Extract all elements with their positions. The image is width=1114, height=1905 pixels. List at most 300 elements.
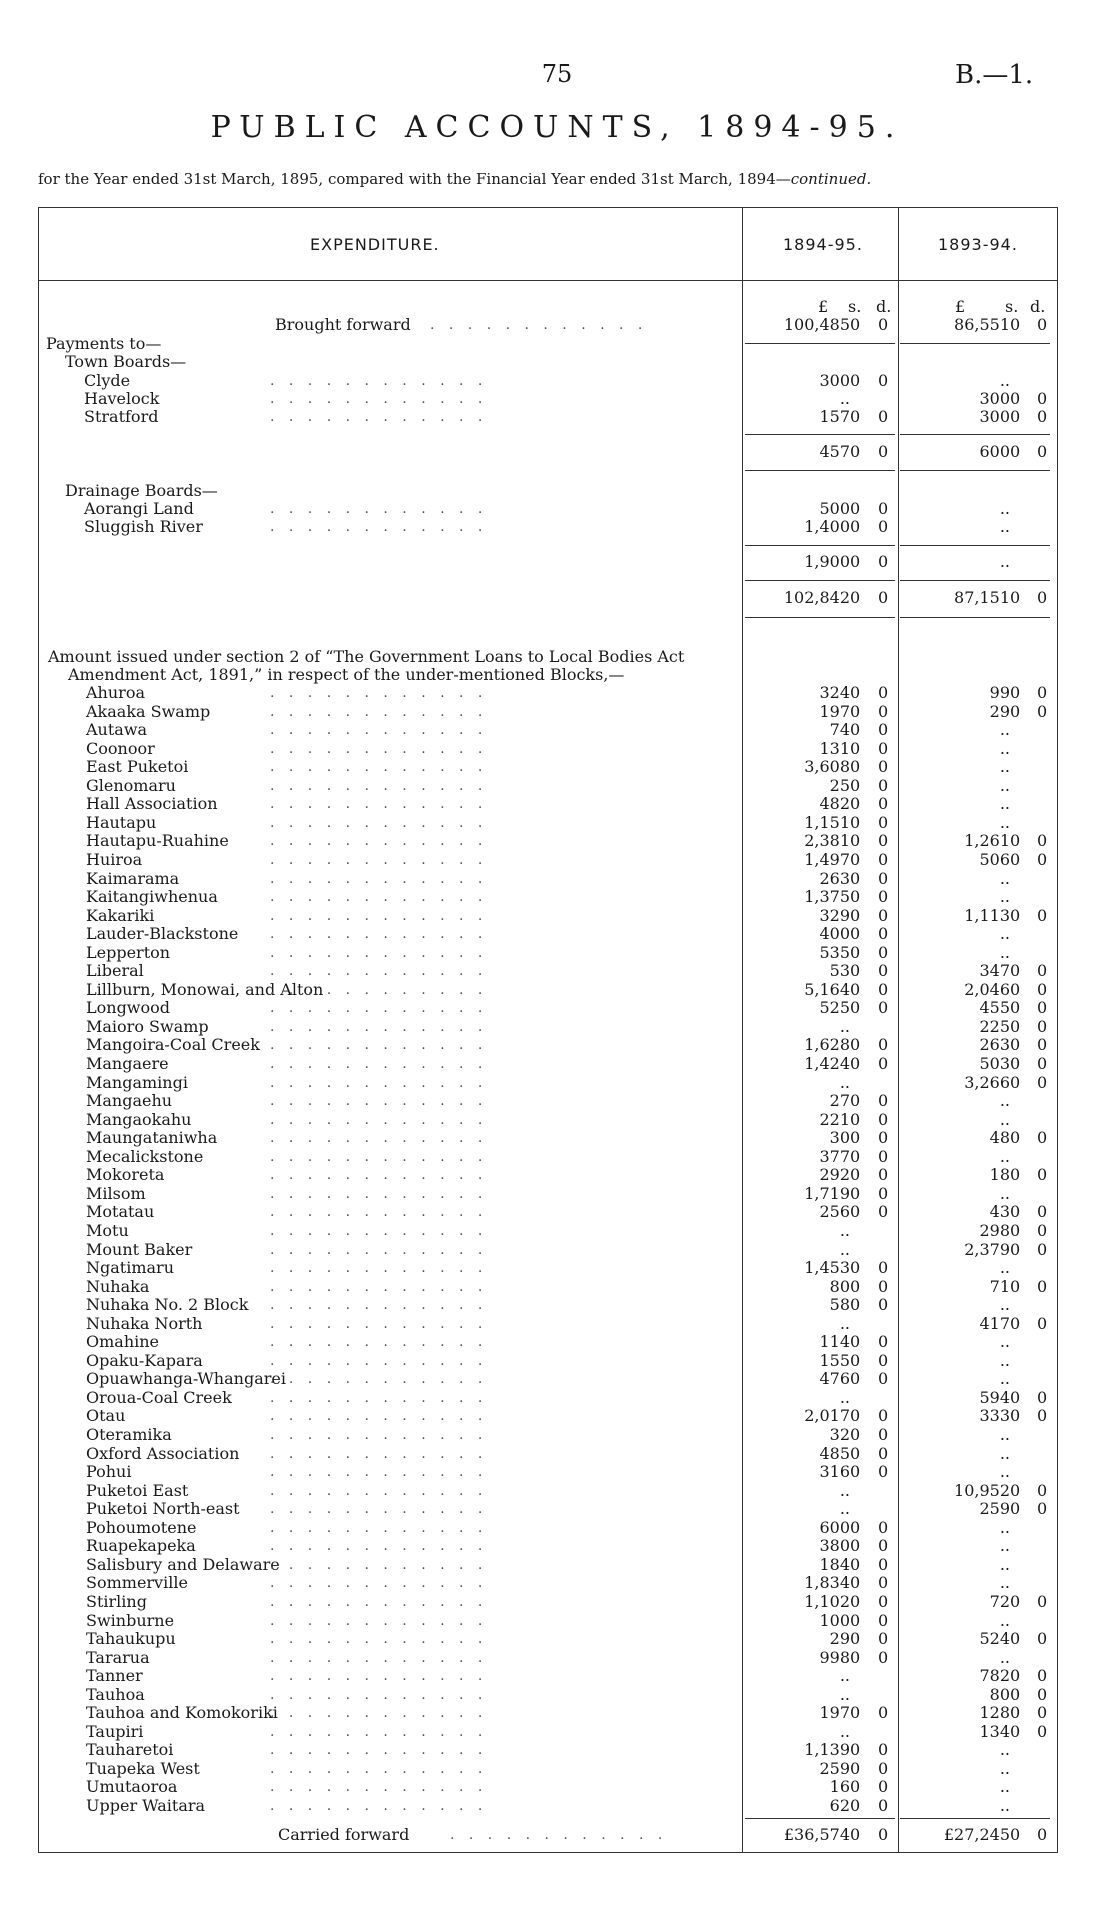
block-amount-1894: .. — [839, 1017, 850, 1036]
block-name: Huiroa — [86, 850, 143, 869]
block-amount-1894: 16 — [829, 1777, 850, 1796]
town-board-s-1893: 0 — [1010, 389, 1021, 408]
carried-forward-d-1893: 0 — [1037, 1825, 1048, 1844]
town-total-s-1893: 0 — [1010, 442, 1021, 461]
block-d-1894: 0 — [878, 961, 889, 980]
block-d-1894: 0 — [878, 1444, 889, 1463]
unit-d-2: d. — [1030, 297, 1046, 316]
block-amount-1894: 1,424 — [804, 1054, 850, 1073]
dot-leader: . . . . . . . . . . . . — [270, 1093, 488, 1109]
block-amount-1893: .. — [999, 1258, 1010, 1277]
drainage-board-amount-1894: 500 — [819, 499, 850, 518]
brought-forward-s-1893: 0 — [1010, 315, 1021, 334]
block-d-1894: 0 — [878, 1351, 889, 1370]
town-total-amount-1893: 600 — [979, 442, 1010, 461]
dot-leader: . . . . . . . . . . . . — [270, 1613, 488, 1629]
block-name: Oxford Association — [86, 1444, 240, 1463]
block-amount-1893: .. — [999, 739, 1010, 758]
block-s-1894: 0 — [850, 1351, 861, 1370]
block-s-1894: 0 — [850, 1258, 861, 1277]
block-s-1893: 0 — [1010, 980, 1021, 999]
town-board-d-1893: 0 — [1037, 407, 1048, 426]
dot-leader: . . . . . . . . . . . . — [270, 1594, 488, 1610]
block-d-1894: 0 — [878, 1462, 889, 1481]
block-name: Autawa — [86, 720, 148, 739]
block-amount-1893: .. — [999, 1091, 1010, 1110]
dot-leader: . . . . . . . . . . . . — [270, 1631, 488, 1647]
block-amount-1894: 197 — [819, 702, 850, 721]
block-name: Mount Baker — [86, 1240, 193, 1259]
block-d-1893: 0 — [1037, 1592, 1048, 1611]
block-amount-1893: 18 — [989, 1165, 1010, 1184]
drainage-board-s-1894: 0 — [850, 517, 861, 536]
dot-leader: . . . . . . . . . . . . — [270, 373, 488, 389]
block-s-1894: 0 — [850, 1629, 861, 1648]
block-s-1894: 0 — [850, 998, 861, 1017]
block-name: Mangaehu — [86, 1091, 173, 1110]
dot-leader: . . . . . . . . . . . . — [270, 1779, 488, 1795]
subtotal-s-1893: 0 — [1010, 588, 1021, 607]
block-amount-1893: 3,266 — [964, 1073, 1010, 1092]
drainage-total-amount-1893: .. — [999, 552, 1010, 571]
block-d-1894: 0 — [878, 1629, 889, 1648]
block-amount-1894: 377 — [819, 1147, 850, 1166]
block-amount-1893: 506 — [979, 850, 1010, 869]
block-s-1893: 0 — [1010, 850, 1021, 869]
town-board-name: Havelock — [84, 389, 160, 408]
dot-leader: . . . . . . . . . . . . — [270, 1464, 488, 1480]
dot-leader: . . . . . . . . . . . . — [270, 1242, 488, 1258]
town-board-amount-1894: 300 — [819, 371, 850, 390]
block-d-1894: 0 — [878, 720, 889, 739]
town-board-name: Stratford — [84, 407, 159, 426]
carried-forward-d-1894: 0 — [878, 1825, 889, 1844]
drainage-board-d-1894: 0 — [878, 499, 889, 518]
block-d-1893: 0 — [1037, 831, 1048, 850]
dot-leader: . . . . . . . . . . . . — [270, 871, 488, 887]
block-d-1893: 0 — [1037, 1017, 1048, 1036]
block-amount-1893: 333 — [979, 1406, 1010, 1425]
block-amount-1894: 1,151 — [804, 813, 850, 832]
block-amount-1893: .. — [999, 943, 1010, 962]
block-s-1894: 0 — [850, 1796, 861, 1815]
block-d-1893: 0 — [1037, 1277, 1048, 1296]
block-name: Lauder-Blackstone — [86, 924, 239, 943]
block-amount-1894: .. — [839, 1314, 850, 1333]
block-s-1894: 0 — [850, 943, 861, 962]
block-name: Oteramika — [86, 1425, 172, 1444]
block-d-1893: 0 — [1037, 850, 1048, 869]
dot-leader: . . . . . . . . . . . . — [270, 1705, 488, 1721]
block-d-1893: 0 — [1037, 702, 1048, 721]
block-name: Oroua-Coal Creek — [86, 1388, 232, 1407]
subtitle-continued: continued. — [790, 170, 872, 188]
unit-s-2: s. — [1005, 297, 1019, 316]
drainage-board-name: Sluggish River — [84, 517, 203, 536]
block-d-1894: 0 — [878, 1369, 889, 1388]
block-name: Puketoi East — [86, 1481, 189, 1500]
block-name: Lepperton — [86, 943, 171, 962]
town-board-d-1894: 0 — [878, 371, 889, 390]
carried-forward-s-1893: 0 — [1010, 1825, 1021, 1844]
dot-leader: . . . . . . . . . . . . — [270, 1538, 488, 1554]
dot-leader: . . . . . . . . . . . . — [270, 945, 488, 961]
block-amount-1893: 2,379 — [964, 1240, 1010, 1259]
block-s-1893: 0 — [1010, 906, 1021, 925]
block-amount-1894: 100 — [819, 1611, 850, 1630]
block-amount-1893: .. — [999, 1740, 1010, 1759]
town-board-amount-1893: 300 — [979, 407, 1010, 426]
block-amount-1893: 134 — [979, 1722, 1010, 1741]
town-board-amount-1894: 157 — [819, 407, 850, 426]
block-name: Akaaka Swamp — [86, 702, 211, 721]
block-amount-1893: 263 — [979, 1035, 1010, 1054]
block-amount-1894: 600 — [819, 1518, 850, 1537]
dot-leader: . . . . . . . . . . . . — [270, 1650, 488, 1666]
block-d-1894: 0 — [878, 1035, 889, 1054]
block-amount-1893: 29 — [989, 702, 1010, 721]
block-d-1894: 0 — [878, 1258, 889, 1277]
block-name: Mokoreta — [86, 1165, 165, 1184]
block-amount-1894: 485 — [819, 1444, 850, 1463]
block-amount-1894: 316 — [819, 1462, 850, 1481]
loans-heading-line-2: Amendment Act, 1891,” in respect of the under-mentioned Blocks,— — [68, 665, 625, 684]
town-board-amount-1894: .. — [839, 389, 850, 408]
block-name: Nuhaka — [86, 1277, 150, 1296]
block-name: Taupiri — [86, 1722, 144, 1741]
block-amount-1893: .. — [999, 720, 1010, 739]
block-d-1894: 0 — [878, 1332, 889, 1351]
block-s-1893: 0 — [1010, 1073, 1021, 1092]
block-d-1894: 0 — [878, 831, 889, 850]
block-amount-1893: .. — [999, 1444, 1010, 1463]
block-d-1894: 0 — [878, 1611, 889, 1630]
block-amount-1893: .. — [999, 1295, 1010, 1314]
block-s-1893: 0 — [1010, 1202, 1021, 1221]
dot-leader: . . . . . . . . . . . . — [270, 741, 488, 757]
block-amount-1893: .. — [999, 869, 1010, 888]
dot-leader: . . . . . . . . . . . . — [270, 1149, 488, 1165]
subtotal-d-1893: 0 — [1037, 588, 1048, 607]
block-d-1894: 0 — [878, 998, 889, 1017]
block-s-1894: 0 — [850, 1740, 861, 1759]
block-amount-1894: 1,375 — [804, 887, 850, 906]
unit-d-1: d. — [876, 297, 892, 316]
block-s-1894: 0 — [850, 794, 861, 813]
block-name: Upper Waitara — [86, 1796, 206, 1815]
block-amount-1893: 10,952 — [954, 1481, 1010, 1500]
block-amount-1894: 3,608 — [804, 757, 850, 776]
block-amount-1894: 324 — [819, 683, 850, 702]
block-name: Glenomaru — [86, 776, 176, 795]
block-d-1894: 0 — [878, 906, 889, 925]
block-s-1894: 0 — [850, 1369, 861, 1388]
block-s-1894: 0 — [850, 1611, 861, 1630]
block-name: Umutaoroa — [86, 1777, 178, 1796]
drainage-board-s-1894: 0 — [850, 499, 861, 518]
block-name: Milsom — [86, 1184, 146, 1203]
block-s-1893: 0 — [1010, 702, 1021, 721]
block-d-1894: 0 — [878, 1091, 889, 1110]
block-d-1893: 0 — [1037, 1388, 1048, 1407]
unit-s-1: s. — [848, 297, 862, 316]
dot-leader: . . . . . . . . . . . . — [270, 1186, 488, 1202]
block-amount-1893: .. — [999, 887, 1010, 906]
block-s-1894: 0 — [850, 776, 861, 795]
block-amount-1894: 482 — [819, 794, 850, 813]
block-amount-1893: .. — [999, 1536, 1010, 1555]
block-amount-1894: 1,139 — [804, 1740, 850, 1759]
brought-forward-d-1894: 0 — [878, 315, 889, 334]
block-s-1894: 0 — [850, 1147, 861, 1166]
block-name: Maioro Swamp — [86, 1017, 209, 1036]
block-name: Sommerville — [86, 1573, 188, 1592]
block-name: Tauharetoi — [86, 1740, 174, 1759]
block-s-1893: 0 — [1010, 1481, 1021, 1500]
block-name: Opuawhanga-Whangarei — [86, 1369, 286, 1388]
block-amount-1893: .. — [999, 1425, 1010, 1444]
dot-leader: . . . . . . . . . . . . — [270, 1316, 488, 1332]
block-name: Pohoumotene — [86, 1518, 197, 1537]
block-amount-1893: .. — [999, 1462, 1010, 1481]
block-amount-1894: 29 — [829, 1629, 850, 1648]
block-s-1893: 0 — [1010, 1240, 1021, 1259]
block-name: Hautapu — [86, 813, 157, 832]
block-name: Otau — [86, 1406, 126, 1425]
dot-leader: . . . . . . . . . . . . — [270, 391, 488, 407]
brought-forward-s-1894: 0 — [850, 315, 861, 334]
block-d-1894: 0 — [878, 1648, 889, 1667]
block-d-1893: 0 — [1037, 1685, 1048, 1704]
town-board-name: Clyde — [84, 371, 131, 390]
block-d-1894: 0 — [878, 1054, 889, 1073]
block-d-1894: 0 — [878, 683, 889, 702]
block-amount-1894: 131 — [819, 739, 850, 758]
block-name: Mecalickstone — [86, 1147, 204, 1166]
dot-leader: . . . . . . . . . . . . — [270, 519, 488, 535]
block-d-1893: 0 — [1037, 1629, 1048, 1648]
block-amount-1893: 594 — [979, 1388, 1010, 1407]
block-amount-1894: 1,834 — [804, 1573, 850, 1592]
block-name: Longwood — [86, 998, 171, 1017]
block-s-1893: 0 — [1010, 1054, 1021, 1073]
block-amount-1894: 1,719 — [804, 1184, 850, 1203]
dot-leader: . . . . . . . . . . . . — [270, 982, 488, 998]
block-amount-1894: 114 — [819, 1332, 850, 1351]
block-amount-1893: 71 — [989, 1277, 1010, 1296]
block-amount-1893: .. — [999, 1555, 1010, 1574]
block-amount-1893: 1,261 — [964, 831, 1010, 850]
block-amount-1894: .. — [839, 1666, 850, 1685]
drainage-total-amount-1894: 1,900 — [804, 552, 850, 571]
block-amount-1893: 43 — [989, 1202, 1010, 1221]
dot-leader: . . . . . . . . . . . . — [270, 1687, 488, 1703]
block-amount-1894: 62 — [829, 1796, 850, 1815]
block-amount-1893: 48 — [989, 1128, 1010, 1147]
block-s-1893: 0 — [1010, 1722, 1021, 1741]
block-amount-1893: .. — [999, 1110, 1010, 1129]
drainage-board-amount-1893: .. — [999, 517, 1010, 536]
block-name: Kaitangiwhenua — [86, 887, 218, 906]
col-divider-2 — [898, 207, 899, 1852]
block-amount-1893: .. — [999, 1332, 1010, 1351]
block-amount-1894: 27 — [829, 1091, 850, 1110]
dot-leader: . . . . . . . . . . . . — [270, 815, 488, 831]
block-s-1894: 0 — [850, 1202, 861, 1221]
block-amount-1894: .. — [839, 1388, 850, 1407]
block-amount-1893: .. — [999, 757, 1010, 776]
block-s-1894: 0 — [850, 1054, 861, 1073]
block-d-1893: 0 — [1037, 1666, 1048, 1685]
block-s-1894: 0 — [850, 1128, 861, 1147]
block-name: Omahine — [86, 1332, 160, 1351]
block-amount-1893: 503 — [979, 1054, 1010, 1073]
dot-leader: . . . . . . . . . . . . — [270, 1204, 488, 1220]
header-col-1894: 1894-95. — [783, 235, 863, 254]
unit-pound-2: £ — [955, 297, 966, 316]
block-d-1894: 0 — [878, 702, 889, 721]
block-s-1893: 0 — [1010, 1017, 1021, 1036]
subtotal-s-1894: 0 — [850, 588, 861, 607]
block-s-1894: 0 — [850, 1759, 861, 1778]
block-name: Salisbury and Delaware — [86, 1555, 280, 1574]
block-d-1894: 0 — [878, 1555, 889, 1574]
block-d-1894: 0 — [878, 1759, 889, 1778]
block-s-1893: 0 — [1010, 1035, 1021, 1054]
block-s-1894: 0 — [850, 1295, 861, 1314]
block-amount-1894: 1,102 — [804, 1592, 850, 1611]
unit-pound-1: £ — [818, 297, 829, 316]
block-d-1893: 0 — [1037, 683, 1048, 702]
block-s-1894: 0 — [850, 980, 861, 999]
carried-forward-label: Carried forward — [278, 1825, 410, 1844]
block-amount-1893: .. — [999, 1573, 1010, 1592]
dot-leader: . . . . . . . . . . . . — [270, 908, 488, 924]
block-amount-1894: .. — [839, 1240, 850, 1259]
block-s-1894: 0 — [850, 1518, 861, 1537]
block-amount-1893: 782 — [979, 1666, 1010, 1685]
subtotal-amount-1894: 102,842 — [783, 588, 850, 607]
block-d-1893: 0 — [1037, 1406, 1048, 1425]
block-s-1893: 0 — [1010, 1666, 1021, 1685]
dot-leader: . . . . . . . . . . . . — [270, 1668, 488, 1684]
dot-leader: . . . . . . . . . . . . — [270, 1223, 488, 1239]
block-amount-1894: 58 — [829, 1295, 850, 1314]
header-rule — [38, 280, 1057, 281]
drainage-board-amount-1894: 1,400 — [804, 517, 850, 536]
block-amount-1894: 259 — [819, 1759, 850, 1778]
block-name: Puketoi North-east — [86, 1499, 240, 1518]
block-d-1893: 0 — [1037, 1481, 1048, 1500]
rule-subtotal-bottom-2 — [900, 617, 1050, 618]
block-amount-1893: .. — [999, 1369, 1010, 1388]
block-name: Ruapekapeka — [86, 1536, 196, 1555]
block-name: Mangoira-Coal Creek — [86, 1035, 260, 1054]
block-name: Opaku-Kapara — [86, 1351, 203, 1370]
block-s-1894: 0 — [850, 887, 861, 906]
block-amount-1893: 2,046 — [964, 980, 1010, 999]
town-board-s-1894: 0 — [850, 407, 861, 426]
block-d-1893: 0 — [1037, 1314, 1048, 1333]
block-d-1894: 0 — [878, 776, 889, 795]
block-amount-1893: .. — [999, 1184, 1010, 1203]
block-amount-1894: 74 — [829, 720, 850, 739]
dot-leader: . . . . . . . . . . . . — [270, 1075, 488, 1091]
block-s-1893: 0 — [1010, 831, 1021, 850]
dot-leader: . . . . . . . . . . . . — [270, 759, 488, 775]
block-d-1893: 0 — [1037, 1165, 1048, 1184]
dot-leader: . . . . . . . . . . . . — [270, 1761, 488, 1777]
dot-leader: . . . . . . . . . . . . — [270, 1427, 488, 1443]
block-d-1893: 0 — [1037, 1202, 1048, 1221]
block-s-1894: 0 — [850, 924, 861, 943]
block-amount-1894: 53 — [829, 961, 850, 980]
block-s-1894: 0 — [850, 1555, 861, 1574]
block-d-1894: 0 — [878, 1703, 889, 1722]
dot-leader: . . . . . . . . . . . . — [270, 501, 488, 517]
block-s-1893: 0 — [1010, 1165, 1021, 1184]
block-name: Tauhoa and Komokoriki — [86, 1703, 278, 1722]
subtotal-d-1894: 0 — [878, 588, 889, 607]
block-s-1894: 0 — [850, 850, 861, 869]
block-s-1894: 0 — [850, 1332, 861, 1351]
block-amount-1893: 455 — [979, 998, 1010, 1017]
block-d-1894: 0 — [878, 1573, 889, 1592]
block-amount-1893: .. — [999, 1796, 1010, 1815]
payments-heading: Payments to— — [46, 334, 162, 353]
block-name: Tahaukupu — [86, 1629, 176, 1648]
block-d-1894: 0 — [878, 1777, 889, 1796]
block-amount-1893: 259 — [979, 1499, 1010, 1518]
rule-town-top-2 — [900, 343, 1050, 344]
brought-forward-amount-1893: 86,551 — [954, 315, 1010, 334]
block-d-1893: 0 — [1037, 1221, 1048, 1240]
block-s-1894: 0 — [850, 1648, 861, 1667]
drainage-board-amount-1893: .. — [999, 499, 1010, 518]
block-d-1894: 0 — [878, 1184, 889, 1203]
block-d-1893: 0 — [1037, 961, 1048, 980]
block-amount-1894: 400 — [819, 924, 850, 943]
block-name: Coonoor — [86, 739, 155, 758]
block-amount-1894: .. — [839, 1481, 850, 1500]
block-amount-1893: .. — [999, 1777, 1010, 1796]
block-s-1894: 0 — [850, 1573, 861, 1592]
rule-town-total-bottom — [745, 470, 895, 471]
block-s-1894: 0 — [850, 1703, 861, 1722]
block-amount-1893: .. — [999, 1351, 1010, 1370]
block-d-1894: 0 — [878, 1147, 889, 1166]
block-s-1894: 0 — [850, 961, 861, 980]
block-amount-1894: 292 — [819, 1165, 850, 1184]
rule-subtotal — [745, 580, 895, 581]
block-d-1894: 0 — [878, 1518, 889, 1537]
block-s-1894: 0 — [850, 1110, 861, 1129]
block-amount-1894: .. — [839, 1722, 850, 1741]
block-amount-1894: 2,381 — [804, 831, 850, 850]
block-d-1894: 0 — [878, 850, 889, 869]
block-amount-1894: 1,453 — [804, 1258, 850, 1277]
subtotal-amount-1893: 87,151 — [954, 588, 1010, 607]
block-s-1894: 0 — [850, 1091, 861, 1110]
block-d-1893: 0 — [1037, 980, 1048, 999]
dot-leader: . . . . . . . . . . . . — [270, 1371, 488, 1387]
dot-leader: . . . . . . . . . . . . — [270, 1483, 488, 1499]
block-d-1893: 0 — [1037, 1035, 1048, 1054]
dot-leader: . . . . . . . . . . . . — [270, 1575, 488, 1591]
block-amount-1894: 256 — [819, 1202, 850, 1221]
block-s-1894: 0 — [850, 1277, 861, 1296]
block-name: Tuapeka West — [86, 1759, 200, 1778]
